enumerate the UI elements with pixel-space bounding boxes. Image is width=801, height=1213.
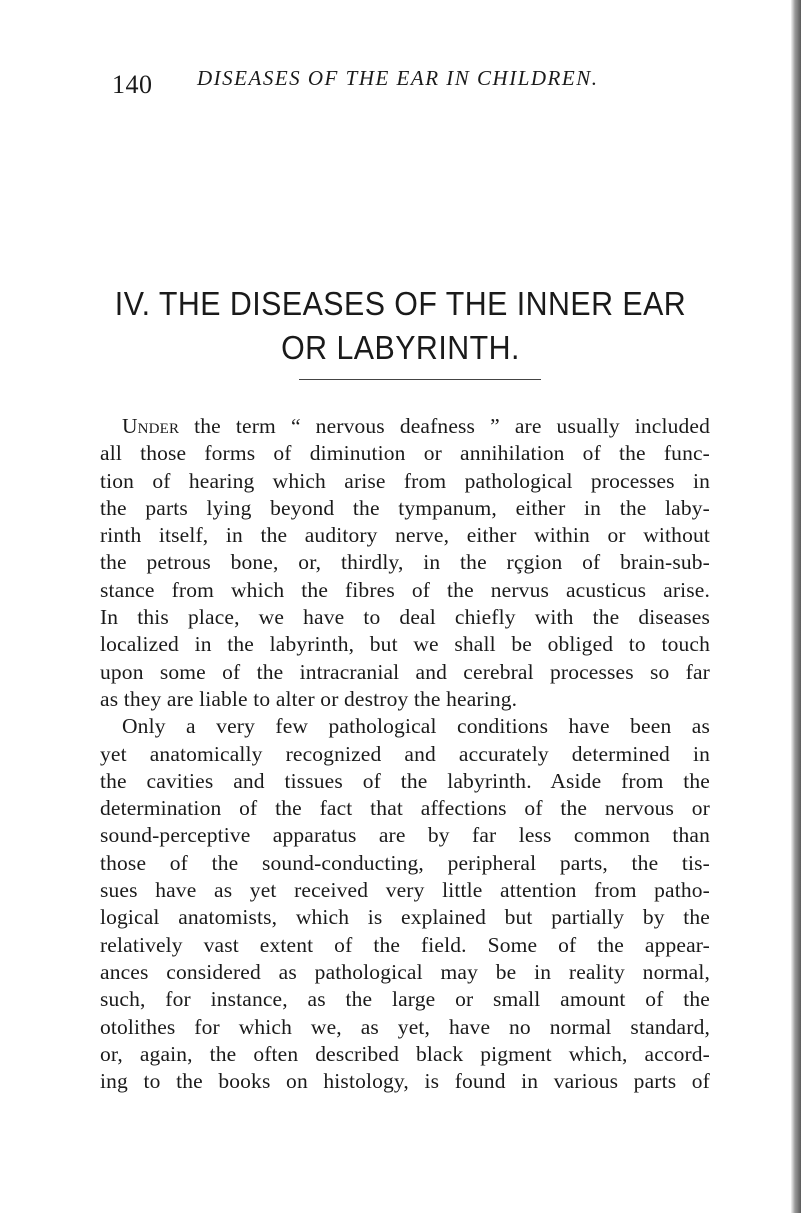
text-line: the cavities and tissues of the labyrinth. Aside from the — [100, 768, 710, 793]
text-line: sound-perceptive apparatus are by far less common than — [100, 823, 710, 848]
text-line: upon some of the intracranial and cerebral processes so far — [100, 659, 710, 684]
section-divider-rule — [299, 379, 541, 380]
text-line: the parts lying beyond the tympanum, either in the laby- — [100, 495, 710, 520]
text-line: stance from which the fibres of the nervus acusticus arise. — [100, 577, 710, 602]
running-title: DISEASES OF THE EAR IN CHILDREN. — [197, 66, 599, 90]
text-line: those of the sound-conducting, peripheral parts, the tis- — [100, 850, 710, 875]
text-line: rinth itself, in the auditory nerve, either within or without — [100, 523, 710, 548]
text-line: In this place, we have to deal chiefly with the diseases — [100, 605, 710, 630]
text-line: the petrous bone, or, thirdly, in the rçgion of brain-sub- — [100, 550, 710, 575]
text-line: all those forms of diminution or annihilation of the func- — [100, 441, 710, 466]
text-line: determination of the fact that affections of the nervous or — [100, 796, 710, 821]
text-line: sues have as yet received very little attention from patho- — [100, 878, 710, 903]
page-edge-shadow — [791, 0, 801, 1213]
text-line: such, for instance, as the large or small amount of the — [100, 987, 710, 1012]
text-line: logical anatomists, which is explained but partially by the — [100, 905, 710, 930]
body-text — [100, 413, 710, 1095]
text-line: relatively vast extent of the field. Some of the appear- — [100, 932, 710, 957]
text-line: otolithes for which we, as yet, have no normal standard, — [100, 1014, 710, 1039]
page-number: 140 — [112, 70, 153, 99]
lead-word: Under — [122, 414, 180, 438]
text-line: Only a very few pathological conditions have been as — [122, 714, 710, 739]
text-line: tion of hearing which arise from pathological processes in — [100, 468, 710, 493]
text-line: localized in the labyrinth, but we shall be obliged to touch — [100, 632, 710, 657]
text-line: yet anatomically recognized and accurately determined in — [100, 741, 710, 766]
text-line-content: the term “ nervous deafness ” are usually included — [179, 414, 710, 438]
running-head — [0, 66, 801, 106]
chapter-title — [0, 282, 801, 370]
text-line: ing to the books on histology, is found in various parts of — [100, 1069, 710, 1094]
chapter-title-line-1: IV. THE DISEASES OF THE INNER EAR — [114, 285, 687, 322]
text-line — [100, 413, 710, 440]
text-line: as they are liable to alter or destroy the hearing. — [100, 686, 518, 711]
text-line: or, again, the often described black pigment which, accord- — [100, 1041, 710, 1066]
text-line: ances considered as pathological may be in reality normal, — [100, 959, 710, 984]
chapter-title-line-2: OR LABYRINTH. — [281, 329, 520, 366]
